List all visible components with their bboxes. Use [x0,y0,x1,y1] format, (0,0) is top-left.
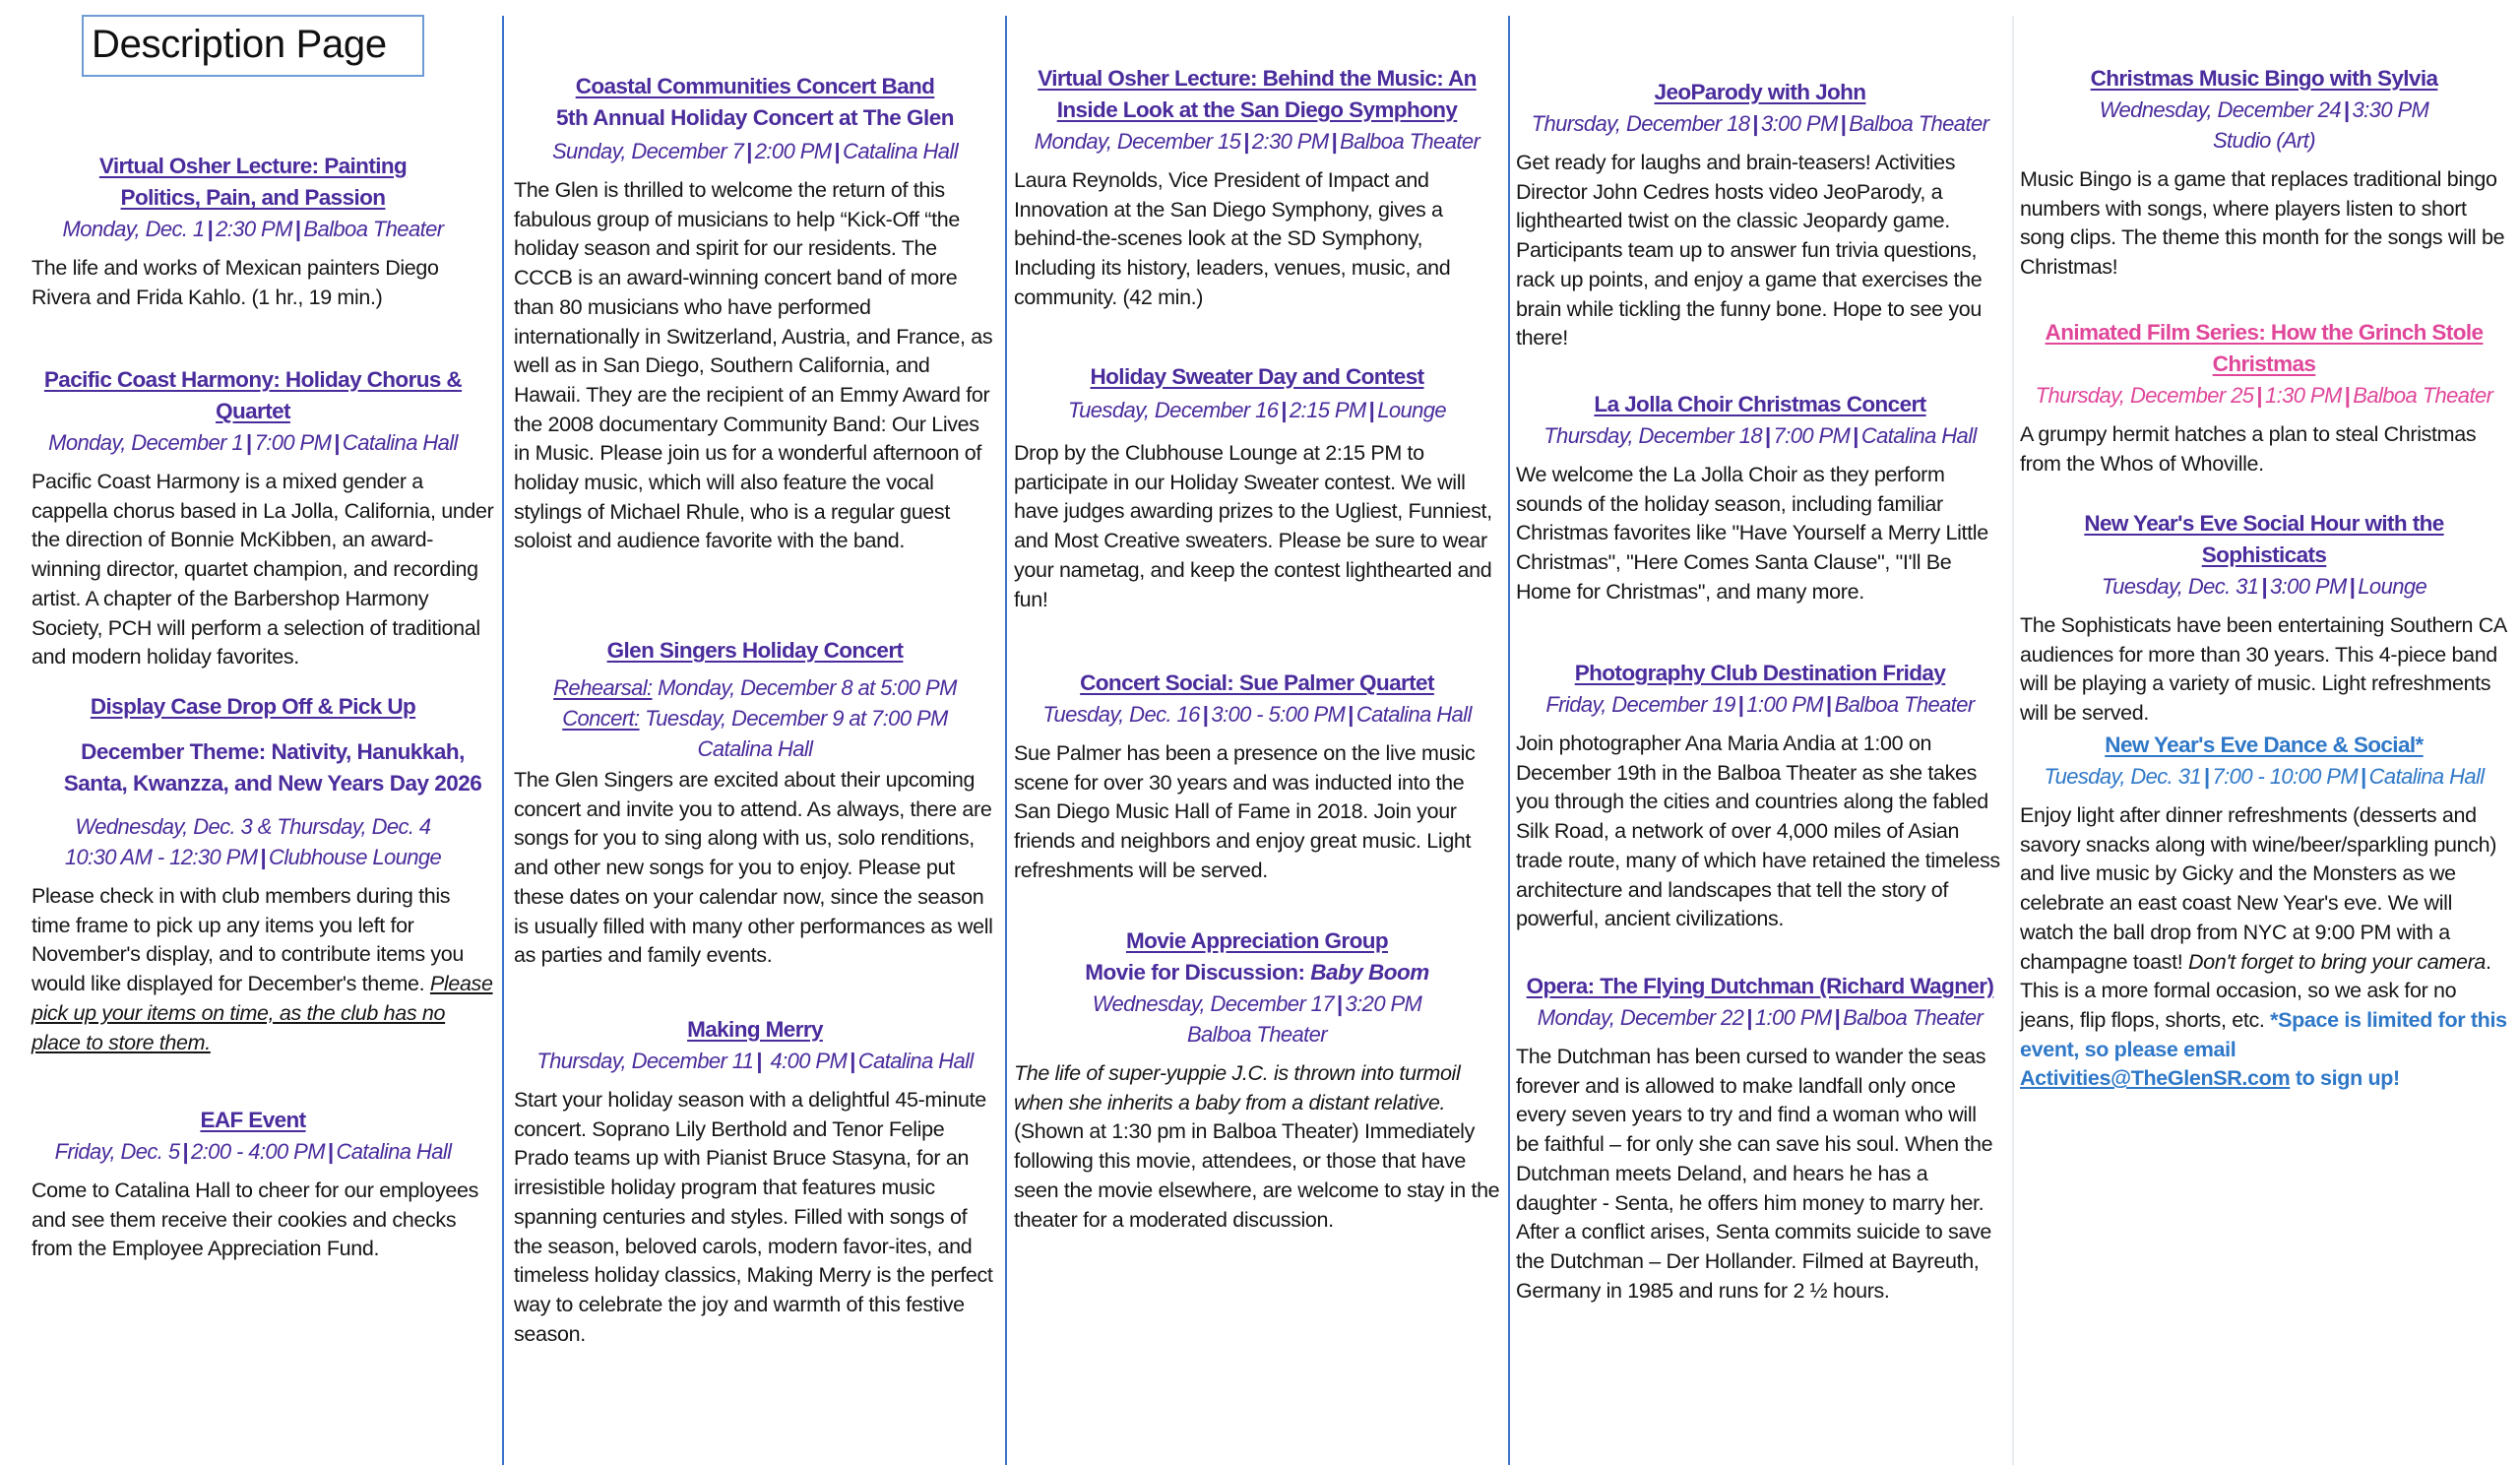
event-title[interactable]: Pacific Coast Harmony: Holiday Chorus & Quartet [43,367,463,423]
event-description: Enjoy light after dinner refreshments (desserts and savory snacks along with wine/beer/sparkling punch) and live music by Gicky and the Monsters as we celebrate an east coast New Year's eve. We will watch the ball drop from NYC at 9:00 PM with a champagne toast! Don't forget to bring your camera. This is a more formal occasion, so we ask for no jeans, flip flops, shorts, etc. *Space is limited for this event, so please email Activities@TheGlenSR.com to sign up! [2020,803,2507,1091]
event-title[interactable]: Photography Club Destination Friday [1574,661,1946,685]
event-pacific-coast-harmony [12,364,494,672]
event-title[interactable]: Opera: The Flying Dutchman (Richard Wagner) [1526,974,1994,998]
signup-note: *Space is limited for this event, so please email Activities@TheGlenSR.com to sign up! [2020,1007,2507,1091]
event-meta: Monday, December 1 | 7:00 PM | Catalina Hall [48,430,458,455]
event-meta: Monday, December 22 | 1:00 PM | Balboa Theater [1537,1005,1984,1030]
event-description: Please check in with club members during this time frame to pick up any items you left for November's display, and to contribute items you would like displayed for December's theme. Please pick up your items on time, as the club has no place to store them. [32,884,493,1054]
event-title[interactable]: Making Merry [687,1017,823,1042]
event-description: The Glen is thrilled to welcome the return of this fabulous group of musicians to help “Kick-Off “the holiday season and spirit for our residents. The CCCB is an award-winning concert band of more than 80 musicians who have performed internationally in Switzerland, Austria, and France, as well as in San Diego, Southern California, and Hawaii. They are the recipient of an Emmy Award for the 2008 documentary Community Band: Our Lives in Music. Please join us for a wonderful afternoon of holiday music, which will also feature the vocal stylings of Michael Rhule, who is a regular guest soloist and audience favorite with the band. [514,178,993,553]
event-title[interactable]: Coastal Communities Concert Band [575,74,935,98]
email-link[interactable]: Activities@TheGlenSR.com [2020,1066,2291,1091]
event-title[interactable]: Display Case Drop Off & Pick Up [90,694,416,719]
event-subtitle: Movie for Discussion: Baby Boom [1085,960,1429,985]
event-music-bingo [2020,63,2508,283]
event-meta: Tuesday, Dec. 16 | 3:00 - 5:00 PM | Catalina Hall [1042,702,1472,727]
event-description: Sue Palmer has been a presence on the live music scene for over 30 years and was inducted into the San Diego Music Hall of Fame in 2018. Join your friends and neighbors and enjoy great music. Light refreshments will be served. [1014,741,1476,882]
event-subtitle: December Theme: Nativity, Hanukkah, Santa, Kwanzza, and New Years Day 2026 [63,739,482,796]
event-description: The Glen Singers are excited about their upcoming concert and invite you to attend. As always, there are songs for you to sing along with us, solo renditions, and other new songs for you to enjoy. Please put these dates on your calendar now, since the season is usually filled with many other performances as well as parties and family events. [514,768,993,968]
event-concert: Concert: Tuesday, December 9 at 7:00 PM [562,706,948,731]
event-description: Pacific Coast Harmony is a mixed gender a cappella chorus based in La Jolla, California, under the direction of Bonnie McKibben, an award-winning director, quartet champion, and recording artist. A chapter of the Barbershop Harmony Society, PCH will perform a selection of traditional and modern holiday favorites. [32,470,494,669]
event-emphasis-note: Please pick up your items on time, as the club has no place to store them. [32,972,493,1054]
event-description: Come to Catalina Hall to cheer for our employees and see them receive their cookies and checks from the Employee Appreciation Fund. [32,1178,479,1261]
page-title: Description Page [92,23,387,66]
column-divider [502,16,504,1465]
event-title[interactable]: La Jolla Choir Christmas Concert [1594,392,1926,416]
event-meta: 10:30 AM - 12:30 PM | Clubhouse Lounge [64,845,442,869]
event-description: A grumpy hermit hatches a plan to steal Christmas from the Whos of Whoville. [2020,422,2477,476]
event-description: The life and works of Mexican painters Diego Rivera and Frida Kahlo. (1 hr., 19 min.) [32,256,439,309]
event-title[interactable]: Animated Film Series: How the Grinch Stole Christmas [2045,320,2484,376]
event-meta-dates: Wednesday, Dec. 3 & Thursday, Dec. 4 [75,814,431,839]
event-meta: Tuesday, Dec. 31 | 7:00 - 10:00 PM | Catalina Hall [2044,764,2485,789]
event-la-jolla-choir [1516,389,2004,607]
event-flying-dutchman [1516,971,2004,1306]
event-title[interactable]: New Year's Eve Social Hour with the Sophisticats [2084,511,2444,567]
event-display-case [12,691,494,1057]
event-meta: Thursday, December 18 | 3:00 PM | Balboa Theater [1531,111,1989,136]
event-movie-appreciation [1014,925,1500,1235]
event-title[interactable]: Virtual Osher Lecture: Behind the Music: An Inside Look at the San Diego Symphony [1038,66,1477,122]
event-location: Balboa Theater [1186,1022,1328,1047]
event-osher-painting [12,151,494,312]
event-subtitle: 5th Annual Holiday Concert at The Glen [556,105,954,130]
event-description: The Sophisticats have been entertaining Southern CA audiences for more than 30 years. This 4-piece band will be playing a variety of music. Light refreshments will be served. [2020,613,2506,726]
event-nye-dance [2020,730,2508,1094]
event-meta: Friday, December 19 | 1:00 PM | Balboa Theater [1545,692,1975,717]
event-title[interactable]: Virtual Osher Lecture: Painting Politics, Pain, and Passion [98,154,408,210]
event-rehearsal: Rehearsal: Monday, December 8 at 5:00 PM [553,675,957,700]
event-meta: Tuesday, December 16 | 2:15 PM | Lounge [1067,398,1447,422]
event-description: The life of super-yuppie J.C. is thrown into turmoil when she inherits a baby from a distant relative. (Shown at 1:30 pm in Balboa Theater) Immediately following this movie, attendees, or those that have seen the movie elsewhere, are welcome to stay in the theater for a moderated discussion. [1014,1061,1500,1232]
event-title[interactable]: EAF Event [200,1108,306,1132]
event-description: We welcome the La Jolla Choir as they perform sounds of the holiday season, including familiar Christmas favorites like "Have Yourself a Merry Little Christmas", "Here Comes Santa Clause", "I'll Be Home for Christmas", and many more. [1516,463,1988,604]
column-divider [1005,16,1007,1465]
event-making-merry [514,1014,996,1349]
event-location: Studio (Art) [2212,128,2316,153]
event-eaf [12,1105,494,1264]
event-meta: Sunday, December 7 | 2:00 PM | Catalina Hall [551,139,959,163]
page-title-box [82,15,424,77]
event-glen-singers [514,635,996,971]
event-title[interactable]: JeoParody with John [1654,80,1866,104]
event-jeoparody [1516,77,2004,353]
event-title[interactable]: Movie Appreciation Group [1125,928,1389,953]
event-description: Music Bingo is a game that replaces traditional bingo numbers with songs, where players listen to short song clips. The theme this month for the songs will be Christmas! [2020,167,2505,280]
event-description: Start your holiday season with a delightful 45-minute concert. Soprano Lily Berthold and Tenor Felipe Prado teams up with Pianist Bruce Stasyna, for an irresistible holiday program that features music spanning centuries and styles. Filled with songs of the season, beloved carols, modern favor-ites, and timeless holiday classics, Making Merry is the perfect way to celebrate the joy and warmth of this festive season. [514,1088,993,1346]
event-meta: Thursday, December 18 | 7:00 PM | Catalina Hall [1544,423,1977,448]
column-divider [1508,16,1510,1465]
event-cccb [514,71,996,556]
event-meta: Tuesday, Dec. 31 | 3:00 PM | Lounge [2101,574,2427,599]
event-sue-palmer [1014,668,1500,886]
event-meta: Wednesday, December 17 | 3:20 PM [1092,991,1422,1016]
event-title[interactable]: Christmas Music Bingo with Sylvia [2090,66,2438,91]
event-title[interactable]: Holiday Sweater Day and Contest [1090,364,1424,389]
event-title[interactable]: Glen Singers Holiday Concert [606,638,904,663]
event-meta: Thursday, December 25 | 1:30 PM | Balboa Theater [2035,383,2493,408]
movie-title: Baby Boom [1310,960,1429,985]
event-description: Get ready for laughs and brain-teasers! Activities Director John Cedres hosts video JeoParody, a lighthearted twist on the classic Jeopardy game. Participants team up to answer fun trivia questions, rack up points, and enjoy a game that exercises the brain while tickling the funny bone. Hope to see you there! [1516,151,1983,350]
column-divider [2012,16,2014,1465]
event-meta: Wednesday, December 24 | 3:30 PM [2099,97,2429,122]
event-description: Drop by the Clubhouse Lounge at 2:15 PM to participate in our Holiday Sweater contest. We will have judges awarding prizes to the Ugliest, Funniest, and Most Creative sweaters. Please be sure to wear your nametag, and keep the contest lighthearted and fun! [1014,441,1492,611]
event-osher-symphony [1014,63,1500,313]
event-location: Catalina Hall [697,736,813,761]
event-sophisticats [2020,508,2508,729]
event-meta: Thursday, December 11 | 4:00 PM | Catalina Hall [536,1049,974,1073]
event-description: The Dutchman has been cursed to wander the seas forever and is allowed to make landfall only once every seven years to try and find a woman who will be faithful – for only she can save his soul. When the Dutchman meets Deland, and hears he has a daughter - Senta, he offers him money to marry her. After a conflict arises, Senta commits suicide to save the Dutchman – Der Hollander. Filmed at Bayreuth, Germany in 1985 and runs for 2 ½ hours. [1516,1045,1993,1303]
event-title[interactable]: Concert Social: Sue Palmer Quartet [1080,670,1434,695]
event-meta: Monday, December 15 | 2:30 PM | Balboa Theater [1034,129,1480,154]
event-grinch [2020,317,2508,478]
event-description: Laura Reynolds, Vice President of Impact and Innovation at the San Diego Symphony, gives a behind-the-scenes look at the SD Symphony, Including its history, leaders, venues, music, and community. (42 min.) [1014,168,1451,309]
event-meta: Friday, Dec. 5 | 2:00 - 4:00 PM | Catalina Hall [54,1139,452,1164]
event-holiday-sweater [1014,361,1500,614]
event-title[interactable]: New Year's Eve Dance & Social* [2105,732,2424,757]
event-meta: Monday, Dec. 1 | 2:30 PM | Balboa Theater [62,217,444,241]
event-description: Join photographer Ana Maria Andia at 1:00 on December 19th in the Balboa Theater as she takes you through the cities and countries along the fabled Silk Road, a network of over 4,000 miles of Asian trade route, many of which have retained the timeless architecture and landscapes that tell the story of powerful, ancient civilizations. [1516,732,2000,931]
event-photography-club [1516,658,2004,934]
